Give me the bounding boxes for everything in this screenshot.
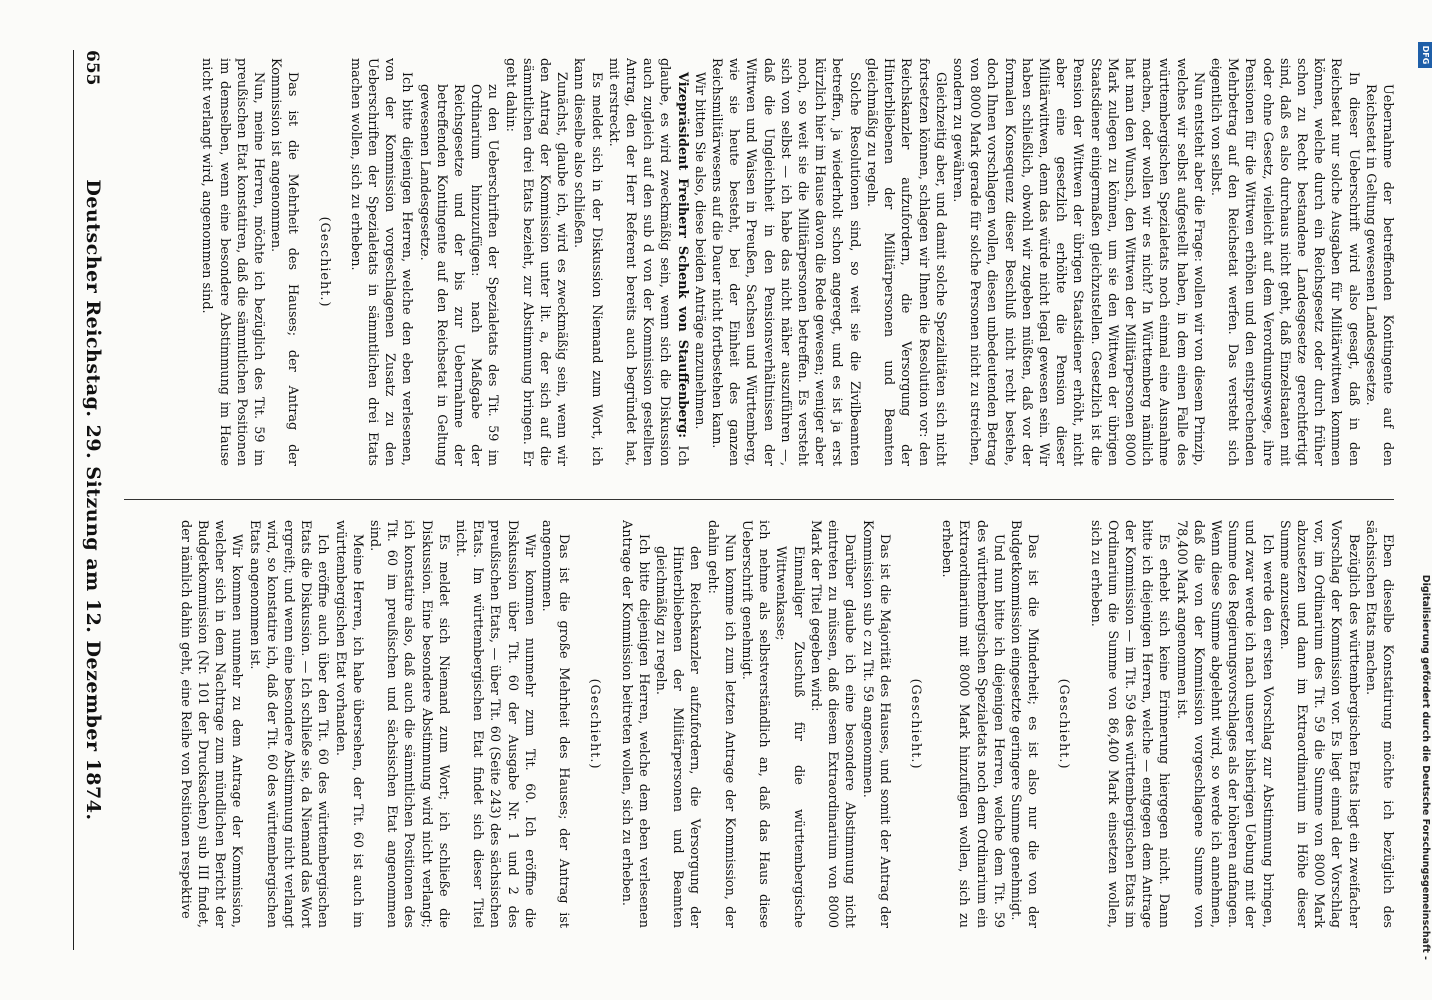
speaker-text: Ich glaube, es wird zweckmäßig sein, wenn sich die Diskussion auch zugleich auf den sub d von der Kommission gestellten Antrag, den der Herr Referent bereits auch begründet hat, mit erstreckt. xyxy=(605,58,690,466)
digitization-note xyxy=(1418,40,1432,960)
paragraph: Ich werde den ersten Vorschlag zur Abstimmung bringen, und zwar werde ich nach unserer bisherigen Uebung mit der Summe des Regierungsvorschlages als der höheren anfangen. Wenn diese Summe abgelehnt wird, so werde ich annehmen, daß die von der Kommission vorgeschlagene Summe von 78,400 Mark angenommen ist. xyxy=(1173,520,1275,928)
paragraph: Bezüglich des württembergischen Etats liegt ein zweifacher Vorschlag der Kommission vor. Es liegt einmal der Vorschlag vor, im Ordinarium des Tit. 59 die Summe von 8000 Mark abzusetzen und dann im Extraordinarium in Höhe dieser Summe anzusetzen. xyxy=(1276,520,1361,928)
procedure-marker: (Geschieht.) xyxy=(1056,678,1072,770)
paragraph: Ich bitte diejenigen Herren, welche den eben verlesenen, von der Kommission vorgeschlagenen Zusatz zu den Ueberschriften der Spezialetats in sämmtlichen drei Etats machen wollen, sich zu erheben. xyxy=(347,58,415,466)
page-header xyxy=(73,50,110,950)
paragraph: Ich eröffne auch über den Tit. 60 des württembergischen Etats die Diskussion. — Ich schließe sie, da Niemand das Wort ergreift; und wenn eine besondere Abstimmung nicht verlangt wird, so konstatire ich, daß der Tit. 60 des württembergischen Etats angenommen ist. xyxy=(246,520,331,928)
paragraph: Solche Resolutionen sind, so weit sie die Zivilbeamten betreffen, ja wiederholt schon angeregt, und es ist ja erst kürzlich hier im Hause davon die Rede gewesen; weniger aber noch, so weit sie die Militärpersonen betreffen. Es versteht sich von selbst — ich habe das nicht näher auszuführen —, daß die Ungleichheit in den Pensionsverhältnissen der Wittwen und Waisen in Preußen, Sachsen und Württemberg, wie sie heute besteht, bei der Einheit des ganzen Reichsmilitärwesens auf die Dauer nicht fortbestehen kann. xyxy=(709,58,862,466)
speaker-paragraph xyxy=(605,58,691,466)
paragraph: Es meldet sich Niemand zum Wort; ich schließe die Diskussion. Eine besondere Abstimmung wird nicht verlangt; ich konstatire also, daß auch die sämmtlichen Positionen des Tit. 60 im preußischen und sächsischen Etat angenommen sind. xyxy=(367,520,451,928)
paragraph: Wir kommen nunmehr zum Tit. 60. Ich eröffne die Diskussion über Tit. 60 der Ausgabe Nr. 1 und 2 des preußischen Etats, — über Tit. 60 (Seite 243) des sächsischen Etats. Im württembergischen Etat findet sich dieser Titel nicht. xyxy=(453,520,537,928)
paragraph: Das ist die Majorität des Hauses, und somit der Antrag der Kommission sub c zu Tit. 59 angenommen. xyxy=(859,520,892,928)
paragraph: Ich bitte diejenigen Herren, welche dem eben verlesenen Antrage der Kommission beitreten wollen, sich zu erheben. xyxy=(618,520,651,928)
paragraph: Nun komme ich zum letzten Antrage der Kommission, der dahin geht: xyxy=(704,520,737,928)
procedure-marker: (Geschieht.) xyxy=(907,678,923,770)
paragraph: Es meldet sich in der Diskussion Niemand zum Wort, ich kann dieselbe also schließen. xyxy=(571,58,604,466)
paragraph: Gleichzeitig aber, und damit solche Spezialitäten sich nicht fortsetzen können, schlagen wir Ihnen die Resolution vor: den Reichskanzler aufzufordern, die Versorgung der Hinterbliebenen der Militärpersonen und Beamten gleichmäßig zu regeln. xyxy=(863,58,948,466)
paragraph: Zunächst, glaube ich, wird es zweckmäßig sein, wenn wir den Antrag der Kommission unter lit. a, der sich auf die sämmtlichen drei Etats bezieht, zur Abstimmung bringen. Er geht dahin: xyxy=(502,58,570,466)
quoted-motion: den Reichskanzler aufzufordern, die Versorgung der Hinterbliebenen der Militärpersonen und Beamten gleichmäßig zu regeln. xyxy=(653,546,703,928)
procedure-marker: (Geschieht.) xyxy=(316,216,332,308)
paragraph: Das ist die Mehrheit des Hauses; der Antrag der Kommission ist angenommen. xyxy=(268,58,301,466)
paragraph: Und nun bitte ich diejenigen Herren, welche dem Tit. 59 des württembergischen Spezialetats noch dem Ordinarium ein Extraordinarium mit 8000 Mark hinzufügen wollen, sich zu erheben. xyxy=(939,520,1006,928)
paragraph: Uebernahme der betreffenden Kontingente auf den Reichsetat in Geltung gewesenen Landesgesetze. xyxy=(1362,84,1395,466)
paragraph: Wir bitten Sie also, diese beiden Anträge anzunehmen. xyxy=(691,72,707,430)
page-number: 655 xyxy=(82,50,102,86)
procedure-marker: (Geschieht.) xyxy=(587,678,603,770)
digitization-note-text: Digitalisierung gefördert durch die Deutsche Forschungsgemeinschaft - xyxy=(1420,574,1431,960)
paragraph: ich nehme als selbstverständlich an, daß das Haus diese Ueberschrift genehmigt. xyxy=(739,520,772,928)
column-divider xyxy=(124,499,1394,500)
quoted-title: Einmaliger Zuschuß für die württembergische Wittwenkasse; xyxy=(773,546,806,928)
dfg-logo-icon: DFG xyxy=(1418,42,1432,68)
paragraph: Es erhebt sich keine Erinnerung hiergegen nicht. Dann bitte ich diejenigen Herren, welche — entgegen dem Antrage der Kommission — im Tit. 59 des württembergischen Etats im Ordinarium die Summe von 86,400 Mark einsetzen wollen, sich zu erheben. xyxy=(1087,520,1172,928)
paragraph: Nun, meine Herren, möchte ich bezüglich des Tit. 59 im preußischen Etat konstatiren, daß die sämmtlichen Positionen im demselben, wenn eine besondere Abstimmung im Hause nicht verlangt wird, angenommen sind. xyxy=(199,58,266,466)
paragraph: Das ist die große Mehrheit des Hauses; der Antrag ist angenommen. xyxy=(539,520,572,928)
speaker-name: Vizepräsident Freiherr Schenk von Stauffenberg: xyxy=(674,72,690,438)
page-title: Deutscher Reichstag. 29. Sitzung am 12. Dezember 1874. xyxy=(82,179,104,821)
quoted-motion: zu den Ueberschriften der Spezialetats des Tit. 59 im Ordinarium hinzuzufügen: nach Maßgabe der Reichsgesetze und der bis zur Uebernahme der betreffenden Kontingente auf den Reichsetat in Geltung gewesenen Landesgesetze. xyxy=(416,84,501,466)
paragraph: Darüber glaube ich eine besondere Abstimmung nicht eintreten zu müssen, daß diesem Extraordinarium von 8000 Mark der Titel gegeben wird: xyxy=(807,520,858,928)
paragraph: In dieser Ueberschrift wird also gesagt, daß in den Reichsetat nur solche Ausgaben für Militärwittwen kommen können, welche durch ein Reichsgesetz oder durch früher schon zu Recht bestandene Landesgesetze gerechtfertigt sind, daß es also durchaus nicht geht, daß Einzelstaaten mit oder ohne Gesetz, vielleicht auf dem Verordnungswege, ihre Pensionen für die Wittwen erhöhen und den entsprechenden Mehrbetrag auf den Reichsetat werfen. Das versteht sich eigentlich von selbst. xyxy=(1207,58,1361,466)
paragraph: Wir kommen nunmehr zu dem Antrage der Kommission, welcher sich in dem Nachtrage zum mündlichen Bericht der Budgetkommission (Nr. 101 der Drucksachen) sub III findet, der nämlich dahin geht, eine Reihe von Positionen respektive xyxy=(177,520,245,928)
right-column xyxy=(121,520,1396,928)
paragraph: Eben dieselbe Konstatirung möchte ich bezüglich des sächsischen Etats machen. xyxy=(1362,520,1395,928)
paragraph: Das ist die Minderheit; es ist also nur die von der Budgetkommission eingesetzte geringere Summe genehmigt. xyxy=(1007,520,1041,928)
left-column xyxy=(121,58,1396,466)
paragraph: Nun entsteht aber die Frage: wollen wir von diesem Prinzip, welches wir selbst aufgestellt haben, in dem einen Falle des württembergischen Spezialetats noch einmal eine Ausnahme machen, oder wollen wir es nicht? In Württemberg nämlich hat man den Wunsch, den Wittwen der Militärpersonen 8000 Mark zulegen zu können, um sie den Wittwen der übrigen Staatsdiener einigermaßen gleichzustellen. Gesetzlich ist die Pension der Wittwen der übrigen Staatsdiener erhöht, nicht aber eine gesetzlich erhöhte die Pension dieser Militärwittwen, denn das würde nicht legal gewesen sein. Wir haben schließlich, obwohl wir zugeben müßten, daß vor der formalen Konsequenz dieser Beschluß nicht recht bestehe, doch Ihnen vorschlagen wollen, diesen unbedeutenden Betrag von 8000 Mark gerade für solche Personen nicht zu streichen, sondern zu gewähren. xyxy=(949,58,1206,466)
paragraph: Meine Herren, ich habe übersehen, der Tit. 60 ist auch im württembergischen Etat vorhanden. xyxy=(332,520,365,928)
